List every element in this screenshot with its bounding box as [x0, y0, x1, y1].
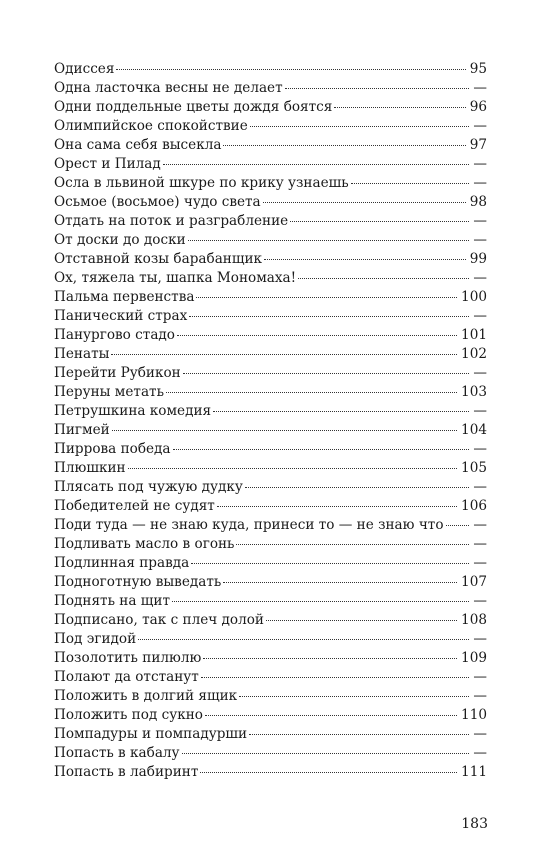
toc-entry-title: Она сама себя высекла	[54, 137, 222, 153]
toc-entry-page: —	[473, 517, 487, 533]
toc-entry-page: 99	[469, 251, 487, 267]
toc-entry-title: Осла в львиной шкуре по крику узнаешь	[54, 175, 349, 191]
page-number: 183	[461, 816, 488, 832]
toc-entry	[54, 744, 487, 763]
toc-entry-page: —	[473, 669, 487, 685]
dot-leader	[239, 695, 469, 697]
dot-leader	[172, 600, 469, 602]
toc-entry	[54, 763, 487, 782]
toc-entry	[54, 155, 487, 174]
toc-entry	[54, 136, 487, 155]
toc-entry	[54, 535, 487, 554]
dot-leader	[446, 524, 469, 526]
dot-leader	[203, 657, 457, 659]
toc-entry	[54, 497, 487, 516]
toc-entry	[54, 440, 487, 459]
toc-entry-page: 105	[461, 460, 487, 476]
toc-entry	[54, 573, 487, 592]
toc-entry-page: —	[473, 270, 487, 286]
toc-entry-title: Положить под сукно	[54, 707, 203, 723]
toc-entry	[54, 326, 487, 345]
toc-entry	[54, 459, 487, 478]
dot-leader	[128, 467, 457, 469]
toc-entry-page: 103	[461, 384, 487, 400]
dot-leader	[245, 486, 469, 488]
toc-entry	[54, 725, 487, 744]
toc-entry-title: Позолотить пилюлю	[54, 650, 202, 666]
toc-entry	[54, 174, 487, 193]
toc-entry-title: От доски до доски	[54, 232, 186, 248]
toc-entry-page: —	[473, 555, 487, 571]
dot-leader	[183, 372, 469, 374]
toc-entry-title: Положить в долгий ящик	[54, 688, 238, 704]
toc-entry-page: —	[473, 441, 487, 457]
toc-entry	[54, 117, 487, 136]
toc-entry-title: Победителей не судят	[54, 498, 215, 514]
dot-leader	[112, 429, 457, 431]
toc-entry-title: Пигмей	[54, 422, 110, 438]
dot-leader	[173, 448, 469, 450]
toc-entry	[54, 212, 487, 231]
toc-entry	[54, 345, 487, 364]
dot-leader	[116, 68, 465, 70]
dot-leader	[223, 581, 457, 583]
dot-leader	[188, 239, 469, 241]
dot-leader	[285, 87, 469, 89]
toc-entry-title: Полают да отстанут	[54, 669, 199, 685]
toc-entry	[54, 687, 487, 706]
dot-leader	[213, 410, 469, 412]
dot-leader	[223, 144, 465, 146]
toc-entry-title: Попасть в кабалу	[54, 745, 180, 761]
toc-entry-page: —	[473, 80, 487, 96]
toc-entry-page: 107	[461, 574, 487, 590]
toc-entry-title: Ох, тяжела ты, шапка Мономаха!	[54, 270, 297, 286]
toc-entry-page: —	[473, 213, 487, 229]
dot-leader	[264, 258, 466, 260]
toc-entry	[54, 98, 487, 117]
toc-entry-page: —	[473, 175, 487, 191]
toc-entry-page: 96	[469, 99, 487, 115]
toc-entry-title: Помпадуры и помпадурши	[54, 726, 248, 742]
dot-leader	[111, 353, 457, 355]
toc-entry-page: 97	[469, 137, 487, 153]
dot-leader	[205, 714, 457, 716]
toc-entry-title: Поди туда — не знаю куда, принеси то — не знаю что	[54, 517, 444, 533]
toc-entry	[54, 269, 487, 288]
toc-entry-title: Орест и Пилад	[54, 156, 161, 172]
toc-entry	[54, 402, 487, 421]
toc-entry	[54, 383, 487, 402]
toc-entry-page: 111	[461, 764, 487, 780]
toc-entry	[54, 231, 487, 250]
toc-entry-page: 95	[469, 61, 487, 77]
toc-entry-page: 109	[461, 650, 487, 666]
toc-entry-title: Отставной козы барабанщик	[54, 251, 263, 267]
toc-entry-title: Отдать на поток и разграбление	[54, 213, 289, 229]
toc-entry-title: Панический страх	[54, 308, 188, 324]
toc-entry-title: Подлинная правда	[54, 555, 190, 571]
toc-entry-title: Под эгидой	[54, 631, 137, 647]
dot-leader	[163, 163, 469, 165]
toc-entry-title: Петрушкина комедия	[54, 403, 212, 419]
toc-entry	[54, 630, 487, 649]
toc-entry-page: —	[473, 308, 487, 324]
toc-entry-page: —	[473, 156, 487, 172]
toc-entry-title: Плясать под чужую дудку	[54, 479, 243, 495]
dot-leader	[191, 562, 469, 564]
toc-entry	[54, 611, 487, 630]
dot-leader	[250, 125, 469, 127]
toc-entry	[54, 668, 487, 687]
dot-leader	[138, 638, 469, 640]
dot-leader	[298, 277, 469, 279]
toc-entry	[54, 706, 487, 725]
toc-entry-title: Пиррова победа	[54, 441, 171, 457]
dot-leader	[177, 334, 457, 336]
toc-entry	[54, 307, 487, 326]
dot-leader	[249, 733, 469, 735]
toc-entry-title: Одна ласточка весны не делает	[54, 80, 283, 96]
toc-entry-title: Подписано, так с плеч долой	[54, 612, 264, 628]
toc-entry-page: —	[473, 536, 487, 552]
toc-entry	[54, 250, 487, 269]
dot-leader	[334, 106, 465, 108]
toc-entry-page: —	[473, 745, 487, 761]
toc-entry-page: —	[473, 688, 487, 704]
toc-entry-page: 98	[469, 194, 487, 210]
toc-entry-page: —	[473, 593, 487, 609]
toc-entry-title: Поднять на щит	[54, 593, 170, 609]
toc-entry-title: Плюшкин	[54, 460, 126, 476]
dot-leader	[189, 315, 469, 317]
toc-entry-page: —	[473, 726, 487, 742]
dot-leader	[290, 220, 469, 222]
toc-entry-title: Одиссея	[54, 61, 115, 77]
dot-leader	[200, 771, 457, 773]
toc-entry	[54, 649, 487, 668]
toc-entry-page: —	[473, 403, 487, 419]
toc-entry	[54, 193, 487, 212]
dot-leader	[217, 505, 457, 507]
toc-entry-page: 104	[461, 422, 487, 438]
toc-entry	[54, 60, 487, 79]
toc-entry-page: 108	[461, 612, 487, 628]
toc-entry-page: 101	[461, 327, 487, 343]
toc-entry-title: Попасть в лабиринт	[54, 764, 199, 780]
toc-entry-page: —	[473, 631, 487, 647]
toc-entry	[54, 478, 487, 497]
toc-entry	[54, 364, 487, 383]
toc-entry-page: —	[473, 232, 487, 248]
toc-entry-title: Осьмое (восьмое) чудо света	[54, 194, 261, 210]
dot-leader	[166, 391, 457, 393]
toc-entry	[54, 592, 487, 611]
toc-entry-page: 110	[461, 707, 487, 723]
toc-entry-title: Подноготную выведать	[54, 574, 222, 590]
dot-leader	[266, 619, 457, 621]
toc-entry	[54, 79, 487, 98]
toc-entry-title: Одни поддельные цветы дождя боятся	[54, 99, 333, 115]
toc-entry-title: Панургово стадо	[54, 327, 175, 343]
dot-leader	[196, 296, 457, 298]
toc-entry-title: Перейти Рубикон	[54, 365, 181, 381]
dot-leader	[182, 752, 469, 754]
dot-leader	[263, 201, 466, 203]
toc-entry-page: —	[473, 365, 487, 381]
toc-entry	[54, 288, 487, 307]
dot-leader	[201, 676, 469, 678]
dot-leader	[236, 543, 469, 545]
toc-entry	[54, 516, 487, 535]
toc-entry	[54, 554, 487, 573]
table-of-contents	[54, 60, 487, 782]
toc-entry-page: —	[473, 479, 487, 495]
toc-entry-title: Пальма первенства	[54, 289, 195, 305]
toc-entry-title: Пенаты	[54, 346, 110, 362]
toc-entry-title: Подливать масло в огонь	[54, 536, 235, 552]
toc-entry-title: Перуны метать	[54, 384, 164, 400]
toc-entry-page: 100	[461, 289, 487, 305]
toc-entry-title: Олимпийское спокойствие	[54, 118, 248, 134]
dot-leader	[351, 182, 469, 184]
toc-entry-page: 106	[461, 498, 487, 514]
toc-entry-page: 102	[461, 346, 487, 362]
toc-entry-page: —	[473, 118, 487, 134]
toc-entry	[54, 421, 487, 440]
